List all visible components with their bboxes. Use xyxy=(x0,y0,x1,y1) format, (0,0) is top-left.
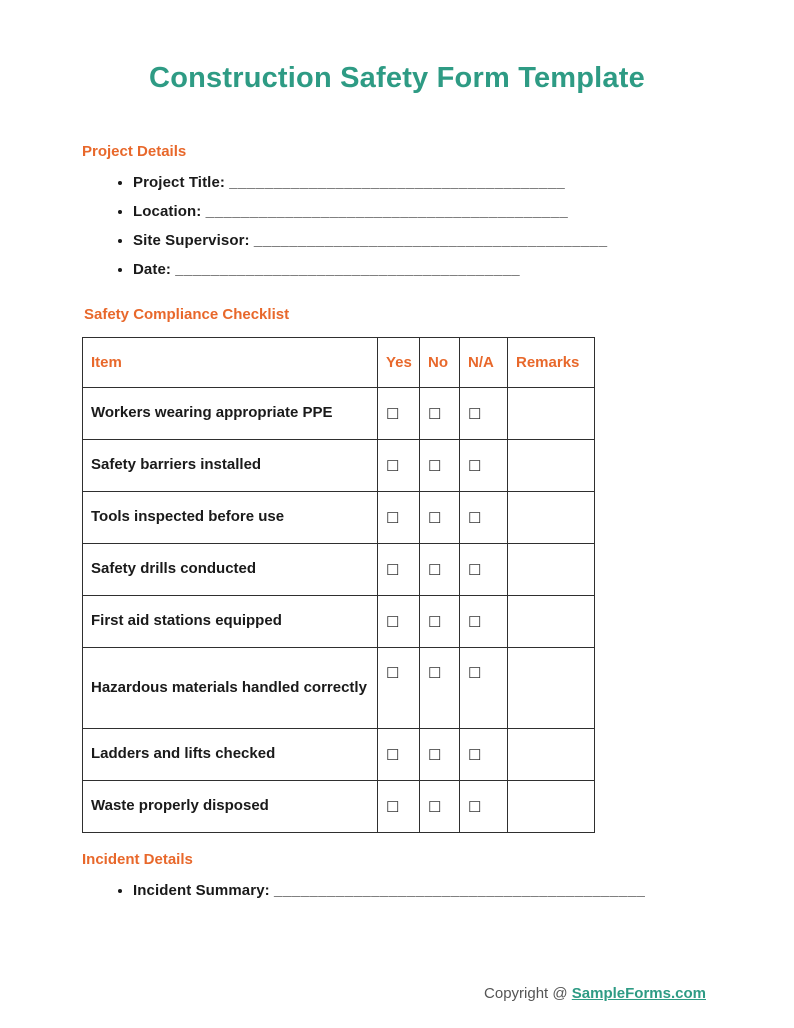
table-header-row xyxy=(83,338,595,388)
checklist-table xyxy=(82,337,595,833)
yes-cell xyxy=(378,729,420,781)
checkbox-no-icon[interactable]: ☐ xyxy=(428,457,442,475)
na-cell xyxy=(460,648,508,729)
header-na: N/A xyxy=(460,338,508,388)
copyright-text: Copyright @ xyxy=(484,985,572,1002)
page-title: Construction Safety Form Template xyxy=(149,62,645,94)
remarks-cell xyxy=(508,781,595,833)
footer xyxy=(484,985,706,1002)
yes-cell xyxy=(378,492,420,544)
field-blank: ________________________________________ xyxy=(253,232,608,249)
table-row xyxy=(83,781,595,833)
field-label: Project Title: xyxy=(133,174,230,191)
item-cell: Safety drills conducted xyxy=(83,544,378,596)
remarks-cell xyxy=(508,544,595,596)
no-cell xyxy=(420,596,460,648)
header-no: No xyxy=(420,338,460,388)
item-cell: Tools inspected before use xyxy=(83,492,378,544)
yes-cell xyxy=(378,544,420,596)
checkbox-yes-icon[interactable]: ☐ xyxy=(386,665,400,682)
yes-cell xyxy=(378,596,420,648)
yes-cell xyxy=(378,648,420,729)
checkbox-no-icon[interactable]: ☐ xyxy=(428,613,442,631)
no-cell xyxy=(420,781,460,833)
table-row xyxy=(83,648,595,729)
no-cell xyxy=(420,729,460,781)
field-blank: _________________________________________ xyxy=(205,203,569,220)
list-item-location xyxy=(133,203,794,220)
table-row xyxy=(83,544,595,596)
item-cell: Safety barriers installed xyxy=(83,440,378,492)
checkbox-no-icon[interactable]: ☐ xyxy=(428,798,442,816)
list-item-project-title xyxy=(133,174,794,191)
na-cell xyxy=(460,729,508,781)
yes-cell xyxy=(378,440,420,492)
item-cell: Workers wearing appropriate PPE xyxy=(83,388,378,440)
yes-cell xyxy=(378,388,420,440)
no-cell xyxy=(420,648,460,729)
item-cell: Waste properly disposed xyxy=(83,781,378,833)
checkbox-na-icon[interactable]: ☐ xyxy=(468,509,482,527)
table-row xyxy=(83,729,595,781)
checkbox-yes-icon[interactable]: ☐ xyxy=(386,457,400,475)
project-details-heading: Project Details xyxy=(82,143,187,160)
project-details-list xyxy=(0,174,794,278)
field-label: Location: xyxy=(133,203,206,220)
remarks-cell xyxy=(508,492,595,544)
no-cell xyxy=(420,388,460,440)
na-cell xyxy=(460,544,508,596)
incident-details-heading: Incident Details xyxy=(82,851,193,868)
brand-link[interactable]: SampleForms.com xyxy=(571,985,706,1002)
checkbox-na-icon[interactable]: ☐ xyxy=(468,457,482,475)
header-yes: Yes xyxy=(378,338,420,388)
table-row xyxy=(83,440,595,492)
checkbox-yes-icon[interactable]: ☐ xyxy=(386,746,400,764)
field-blank: _______________________________________ xyxy=(175,261,521,278)
no-cell xyxy=(420,492,460,544)
field-label: Site Supervisor: xyxy=(133,232,254,249)
table-row xyxy=(83,596,595,648)
remarks-cell xyxy=(508,440,595,492)
item-cell: Hazardous materials handled correctly xyxy=(83,648,378,729)
remarks-cell xyxy=(508,388,595,440)
checkbox-na-icon[interactable]: ☐ xyxy=(468,746,482,764)
na-cell xyxy=(460,388,508,440)
list-item-site-supervisor xyxy=(133,232,794,249)
checkbox-na-icon[interactable]: ☐ xyxy=(468,613,482,631)
checkbox-yes-icon[interactable]: ☐ xyxy=(386,509,400,527)
checkbox-na-icon[interactable]: ☐ xyxy=(468,798,482,816)
no-cell xyxy=(420,544,460,596)
remarks-cell xyxy=(508,648,595,729)
checkbox-no-icon[interactable]: ☐ xyxy=(428,405,442,423)
checkbox-yes-icon[interactable]: ☐ xyxy=(386,613,400,631)
list-item-incident-summary xyxy=(133,882,794,899)
yes-cell xyxy=(378,781,420,833)
table-row xyxy=(83,492,595,544)
checkbox-na-icon[interactable]: ☐ xyxy=(468,561,482,579)
remarks-cell xyxy=(508,596,595,648)
na-cell xyxy=(460,596,508,648)
checkbox-na-icon[interactable]: ☐ xyxy=(468,405,482,423)
field-blank: __________________________________________ xyxy=(274,882,646,899)
incident-details-list xyxy=(0,882,794,899)
checkbox-no-icon[interactable]: ☐ xyxy=(428,665,442,682)
no-cell xyxy=(420,440,460,492)
table-row xyxy=(83,388,595,440)
field-label: Incident Summary: xyxy=(133,882,274,899)
checkbox-no-icon[interactable]: ☐ xyxy=(428,746,442,764)
checkbox-no-icon[interactable]: ☐ xyxy=(428,561,442,579)
field-blank: ______________________________________ xyxy=(229,174,566,191)
na-cell xyxy=(460,781,508,833)
checkbox-na-icon[interactable]: ☐ xyxy=(468,665,482,682)
item-cell: First aid stations equipped xyxy=(83,596,378,648)
header-item: Item xyxy=(83,338,378,388)
checkbox-yes-icon[interactable]: ☐ xyxy=(386,405,400,423)
na-cell xyxy=(460,492,508,544)
header-remarks: Remarks xyxy=(508,338,595,388)
item-cell: Ladders and lifts checked xyxy=(83,729,378,781)
na-cell xyxy=(460,440,508,492)
checklist-heading: Safety Compliance Checklist xyxy=(84,306,290,323)
checkbox-yes-icon[interactable]: ☐ xyxy=(386,561,400,579)
list-item-date xyxy=(133,261,794,278)
checkbox-yes-icon[interactable]: ☐ xyxy=(386,798,400,816)
checkbox-no-icon[interactable]: ☐ xyxy=(428,509,442,527)
field-label: Date: xyxy=(133,261,176,278)
remarks-cell xyxy=(508,729,595,781)
